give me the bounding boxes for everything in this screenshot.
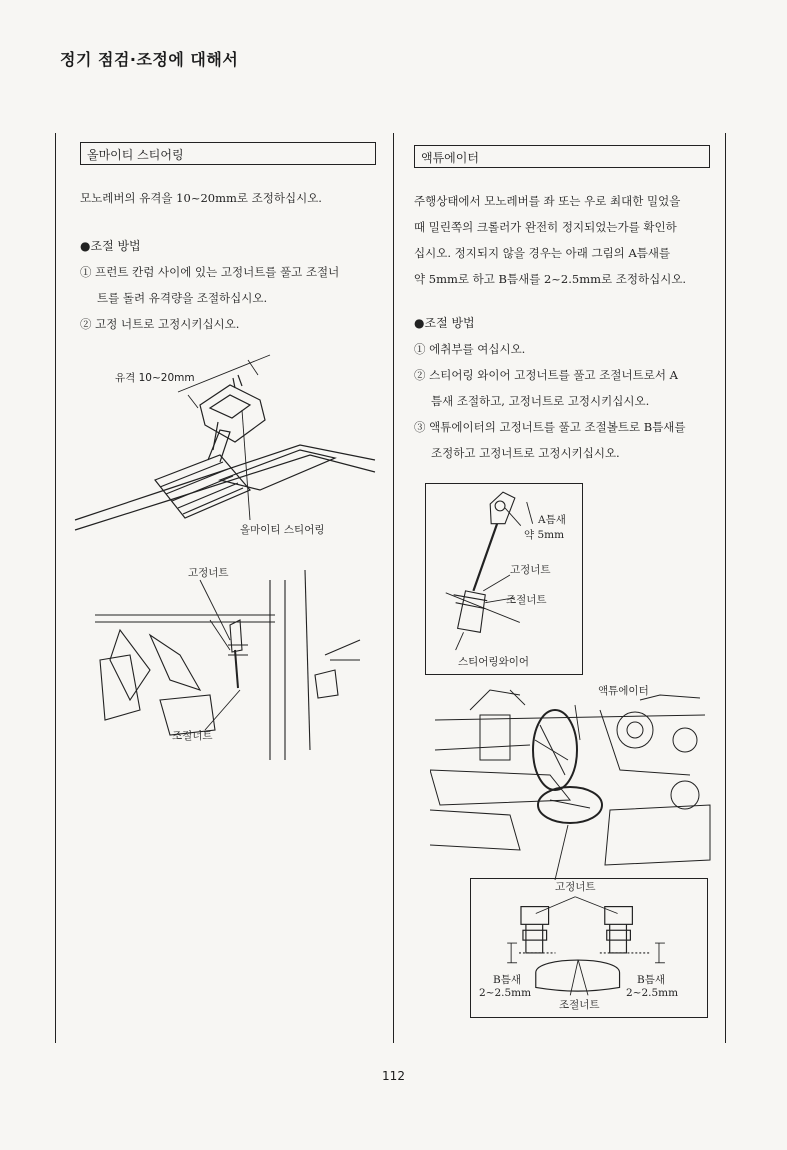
right-step1: ① 에취부를 여십시오. <box>414 342 526 356</box>
gap-a-value: 약 5mm <box>524 529 565 541</box>
all-mighty-steering-label: 올마이티 스티어링 <box>240 524 325 536</box>
right-para-line4: 약 5mm로 하고 B틈새를 2~2.5mm로 조정하십시오. <box>414 272 687 286</box>
actuator-engine-figure <box>430 680 715 880</box>
play-label: 유격 10~20mm <box>115 372 195 384</box>
inset-lock-nut-label: 고정너트 <box>510 564 551 576</box>
page-header-title: 정기 점검·조정에 대해서 <box>60 50 239 69</box>
gap-b-left-value: 2~2.5mm <box>479 987 532 999</box>
left-margin-rule <box>55 133 56 1043</box>
right-step2-line1: ② 스티어링 와이어 고정너트를 풀고 조절너트로서 A <box>414 368 678 382</box>
wire-inset-drawing <box>426 484 582 674</box>
steering-wire-label: 스티어링와이어 <box>458 656 530 668</box>
right-step3-line1: ③ 액튜에이터의 고정너트를 풀고 조절볼트로 B틈새를 <box>414 420 686 434</box>
inset-adjust-nut-label: 조절너트 <box>506 594 547 606</box>
column-nut-drawing <box>90 560 370 760</box>
right-section-title <box>414 145 710 168</box>
left-intro: 모노레버의 유격을 10~20mm로 조정하십시오. <box>80 191 322 205</box>
right-para-line2: 때 밀린쪽의 크롤러가 완전히 정지되었는가를 확인하 <box>414 220 677 234</box>
left-adjust-nut-label: 조절너트 <box>172 730 213 742</box>
right-step2-line2: 틈새 조절하고, 고정너트로 고정시키십시오. <box>431 394 650 408</box>
right-section-title-text: 액튜에이터 <box>421 151 479 165</box>
right-step3-line2: 조정하고 고정너트로 고정시키십시오. <box>431 446 620 460</box>
mono-lever-figure <box>70 350 380 545</box>
actuator-label: 액튜에이터 <box>598 685 649 697</box>
left-step1-line2: 트를 돌려 유격량을 조절하십시오. <box>97 291 268 305</box>
gap-b-inset-figure <box>470 878 708 1018</box>
column-nut-figure <box>90 560 370 760</box>
left-step2: ② 고정 너트로 고정시키십시오. <box>80 317 240 331</box>
left-step1-line1: ① 프런트 칸럼 사이에 있는 고정너트를 풀고 조절너 <box>80 265 340 279</box>
lower-lock-nut-label: 고정너트 <box>555 881 596 893</box>
gap-b-left-label: B틈새 <box>493 974 522 986</box>
left-lock-nut-label: 고정너트 <box>188 567 229 579</box>
right-para-line3: 십시오. 정지되지 않을 경우는 아래 그림의 A틈새를 <box>414 246 671 260</box>
column-divider-rule <box>393 133 394 1043</box>
lower-adjust-nut-label: 조절너트 <box>559 999 600 1011</box>
right-method-title: ●조절 방법 <box>414 316 475 330</box>
actuator-engine-drawing <box>430 680 715 880</box>
right-column-text <box>414 188 719 466</box>
page-number: 112 <box>382 1069 405 1083</box>
left-method-title: ●조절 방법 <box>80 239 141 253</box>
left-section-title-text: 올마이티 스티어링 <box>87 148 184 162</box>
wire-inset-figure <box>425 483 583 675</box>
gap-a-label: A틈새 <box>538 514 566 526</box>
right-margin-rule <box>725 133 726 1043</box>
gap-b-right-label: B틈새 <box>637 974 666 986</box>
gap-b-right-value: 2~2.5mm <box>626 987 679 999</box>
left-section-title <box>80 142 376 165</box>
left-column-text <box>80 185 380 337</box>
right-para-line1: 주행상태에서 모노레버를 좌 또는 우로 최대한 밀었을 <box>414 194 681 208</box>
